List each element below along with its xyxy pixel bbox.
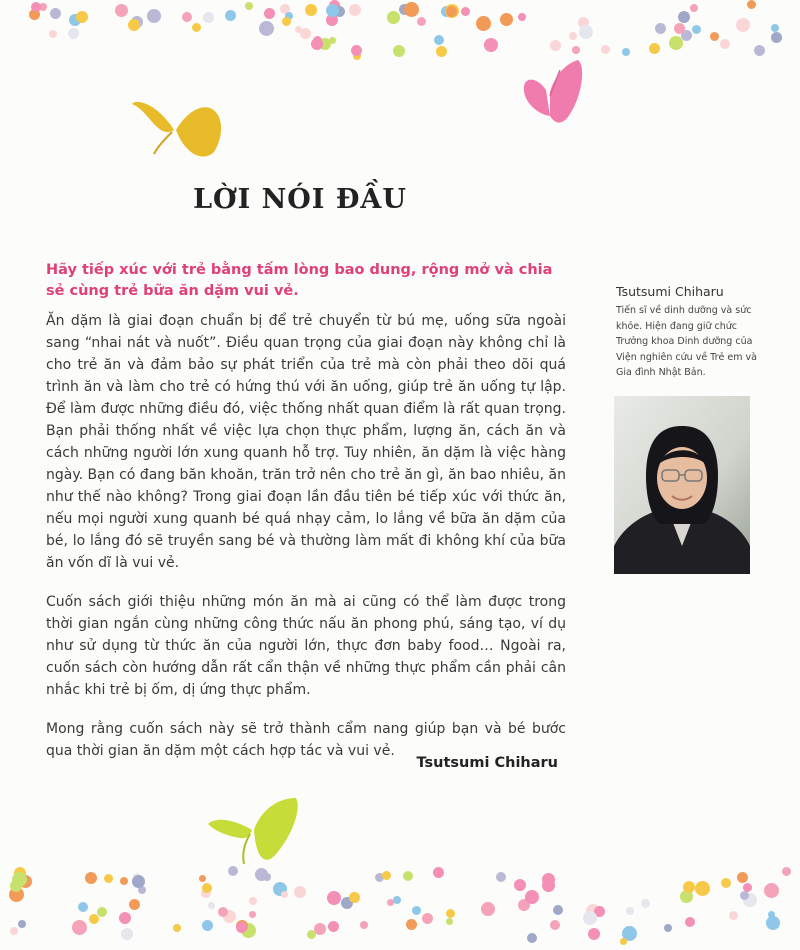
confetti-dot — [550, 40, 561, 51]
confetti-dot — [119, 912, 131, 924]
confetti-dot — [282, 17, 291, 26]
confetti-dot — [68, 28, 79, 39]
confetti-dot — [721, 878, 731, 888]
confetti-dot — [329, 37, 336, 44]
confetti-dot — [39, 3, 47, 11]
yellow-butterfly-icon — [128, 96, 228, 160]
confetti-dot — [241, 923, 256, 938]
confetti-dot — [199, 875, 206, 882]
confetti-dot — [89, 914, 99, 924]
confetti-dot — [680, 890, 693, 903]
confetti-dot — [572, 46, 580, 54]
confetti-dot — [129, 23, 136, 30]
confetti-dot — [649, 43, 660, 54]
confetti-dot — [138, 886, 146, 894]
confetti-dot — [183, 14, 191, 22]
confetti-dot — [307, 930, 316, 939]
confetti-dot — [578, 17, 589, 28]
confetti-dot — [446, 909, 455, 918]
confetti-dot — [496, 872, 506, 882]
confetti-dot — [300, 28, 311, 39]
confetti-dot — [736, 18, 750, 32]
confetti-dot — [461, 7, 470, 16]
confetti-dot — [264, 8, 275, 19]
confetti-dot — [115, 4, 128, 17]
confetti-dot — [747, 0, 756, 9]
confetti-dot — [9, 887, 24, 902]
confetti-dot — [768, 911, 775, 918]
signature: Tsutsumi Chiharu — [416, 755, 558, 771]
confetti-dot — [10, 927, 18, 935]
body-paragraph: Ăn dặm là giai đoạn chuẩn bị để trẻ chuyển từ bú mẹ, uống sữa ngoài sang “nhai nát và nuốt”. Điều quan trọng của giai đoạn này không chỉ là cho trẻ ăn và đảm bảo sự phát triển của trẻ mà còn phải theo dõi quá trình ăn và làm cho trẻ có hứng thú với ăn uống, giúp trẻ ăn uống tự lập. Để làm được những điều đó, việc thống nhất quan điểm là rất quan trọng. Bạn phải thống nhất về việc lựa chọn thực phẩm, lượng ăn, cách ăn và cách những người lớn xung quanh hỗ trợ. Tuy nhiên, ăn dặm là việc hàng ngày. Bạn có đang băn khoăn, trăn trở nên cho trẻ ăn gì, ăn bao nhiêu, ăn như thế nào không? Trong giai đoạn lần đầu tiên bé tiếp xúc với thức ăn, nếu mọi người xung quanh bé quá nhạy cảm, lo lắng về bữa ăn dặm của bé, lo lắng đó sẽ truyền sang bé và thường làm mất đi không khí của bữa ăn vốn dĩ là vui vẻ. — [46, 313, 566, 571]
confetti-dot — [120, 877, 128, 885]
confetti-dot — [481, 902, 495, 916]
confetti-dot — [133, 873, 141, 881]
confetti-dot — [692, 25, 701, 34]
confetti-dot — [326, 14, 338, 26]
confetti-dot — [319, 38, 331, 50]
confetti-dot — [412, 906, 421, 915]
confetti-dot — [121, 928, 133, 940]
confetti-dot — [382, 871, 391, 880]
confetti-dot — [202, 920, 213, 931]
confetti-dot — [569, 32, 577, 40]
confetti-dot — [78, 902, 88, 912]
confetti-dot — [294, 886, 306, 898]
confetti-dot — [18, 920, 26, 928]
author-description: Tiến sĩ về dinh dưỡng và sức khỏe. Hiện đang giữ chức Trưởng khoa Dinh dưỡng của Viện nghiên cứu về Trẻ em và Gia đình Nhật Bản. — [616, 305, 757, 378]
confetti-dot — [85, 872, 97, 884]
confetti-dot — [764, 883, 779, 898]
body-paragraph: Cuốn sách giới thiệu những món ăn mà ai cũng có thể làm được trong thời gian ngắn cùng những công thức nấu ăn phong phú, sáng tạo, ví dụ như sử dụng từ thức ăn của người lớn, thực đơn baby food… Ngoài ra, cuốn sách còn hướng dẫn rất cẩn thận về những thực phẩm cần phải cân nhắc khi trẻ bị ốm, dị ứng thực phẩm. — [46, 594, 566, 698]
confetti-dot — [327, 891, 341, 905]
confetti-dot — [720, 39, 730, 49]
confetti-dot — [31, 2, 41, 12]
body-text — [46, 310, 566, 779]
confetti-dot — [476, 16, 491, 31]
page-title: LỜI NÓI ĐẦU — [193, 184, 407, 215]
confetti-dot — [683, 881, 695, 893]
confetti-dot — [626, 907, 634, 915]
confetti-dot — [72, 920, 87, 935]
confetti-dot — [387, 899, 394, 906]
confetti-dot — [417, 17, 426, 26]
confetti-dot — [399, 4, 410, 15]
confetti-dot — [403, 871, 413, 881]
confetti-dot — [50, 8, 61, 19]
confetti-dot — [685, 917, 695, 927]
lead-paragraph: Hãy tiếp xúc với trẻ bằng tấm lòng bao dung, rộng mở và chia sẻ cùng trẻ bữa ăn dặm vui vẻ. — [46, 262, 553, 299]
confetti-dots-top — [0, 0, 800, 80]
confetti-dot — [29, 9, 40, 20]
confetti-dot — [349, 4, 361, 16]
confetti-dot — [445, 4, 459, 18]
confetti-dot — [128, 19, 140, 31]
confetti-dot — [19, 875, 32, 888]
confetti-dot — [754, 45, 765, 56]
confetti-dot — [351, 45, 362, 56]
confetti-dot — [404, 2, 419, 17]
confetti-dot — [305, 4, 317, 16]
confetti-dot — [97, 907, 107, 917]
confetti-dot — [586, 904, 600, 918]
confetti-dot — [690, 4, 698, 12]
confetti-dot — [313, 36, 322, 45]
confetti-dot — [393, 45, 405, 57]
confetti-dot — [182, 12, 192, 22]
confetti-dot — [202, 883, 212, 893]
confetti-dot — [674, 23, 685, 34]
confetti-dot — [737, 872, 748, 883]
confetti-dot — [525, 890, 539, 904]
confetti-dot — [295, 26, 302, 33]
confetti-dot — [710, 32, 719, 41]
confetti-dot — [249, 897, 257, 905]
confetti-dot — [311, 38, 323, 50]
confetti-dot — [203, 12, 214, 23]
confetti-dot — [500, 13, 513, 26]
confetti-dot — [208, 902, 215, 909]
confetti-dot — [12, 872, 27, 887]
confetti-dot — [441, 6, 452, 17]
author-name: Tsutsumi Chiharu — [616, 284, 724, 299]
confetti-dot — [104, 874, 113, 883]
confetti-dot — [518, 13, 526, 21]
confetti-dot — [236, 920, 248, 932]
confetti-dot — [601, 45, 610, 54]
confetti-dot — [527, 933, 537, 943]
confetti-dot — [664, 924, 672, 932]
confetti-dot — [550, 920, 560, 930]
confetti-dot — [201, 888, 211, 898]
confetti-dot — [131, 16, 143, 28]
confetti-dot — [484, 38, 498, 52]
confetti-dot — [69, 14, 81, 26]
confetti-dot — [588, 928, 600, 940]
confetti-dot — [14, 867, 26, 879]
pink-butterfly-icon — [520, 56, 586, 132]
confetti-dot — [147, 9, 161, 23]
confetti-dot — [422, 913, 433, 924]
confetti-dot — [622, 48, 630, 56]
confetti-dot — [49, 30, 57, 38]
confetti-dots-bottom — [0, 860, 800, 950]
confetti-dot — [218, 907, 228, 917]
confetti-dot — [273, 882, 287, 896]
confetti-dot — [594, 906, 605, 917]
confetti-dot — [583, 911, 597, 925]
confetti-dot — [173, 924, 181, 932]
confetti-dot — [434, 35, 444, 45]
confetti-dot — [514, 879, 526, 891]
confetti-dot — [641, 899, 650, 908]
confetti-dot — [620, 938, 627, 945]
confetti-dot — [328, 921, 339, 932]
confetti-dot — [285, 12, 293, 20]
confetti-dot — [729, 911, 738, 920]
confetti-dot — [542, 879, 555, 892]
confetti-dot — [132, 875, 145, 888]
green-butterfly-icon — [204, 794, 304, 868]
confetti-dot — [225, 10, 236, 21]
confetti-dot — [782, 867, 791, 876]
confetti-dot — [406, 919, 417, 930]
confetti-dot — [743, 893, 757, 907]
confetti-dot — [249, 911, 256, 918]
confetti-dot — [129, 899, 140, 910]
confetti-dot — [542, 873, 555, 886]
confetti-dot — [695, 881, 710, 896]
confetti-dot — [76, 11, 88, 23]
confetti-dot — [341, 897, 353, 909]
confetti-dot — [245, 2, 253, 10]
confetti-dot — [329, 0, 340, 11]
confetti-dot — [192, 23, 201, 32]
confetti-dot — [681, 30, 692, 41]
confetti-dot — [771, 32, 782, 43]
confetti-dot — [393, 896, 401, 904]
confetti-dot — [433, 867, 444, 878]
confetti-dot — [743, 883, 752, 892]
confetti-dot — [771, 24, 779, 32]
confetti-dot — [446, 918, 453, 925]
confetti-dot — [740, 891, 749, 900]
confetti-dot — [314, 923, 326, 935]
confetti-dot — [579, 25, 593, 39]
confetti-dot — [223, 910, 236, 923]
confetti-dot — [375, 873, 384, 882]
confetti-dot — [280, 4, 290, 14]
confetti-dot — [349, 892, 360, 903]
confetti-dot — [553, 905, 563, 915]
confetti-dot — [353, 52, 361, 60]
confetti-dot — [678, 11, 690, 23]
body-paragraph: Mong rằng cuốn sách này sẽ trở thành cẩm nang giúp bạn và bé bước qua thời gian ăn dặm một cách hợp tác và vui vẻ. — [46, 721, 566, 759]
confetti-dot — [518, 899, 530, 911]
confetti-dot — [360, 921, 368, 929]
confetti-dot — [255, 868, 268, 881]
confetti-dot — [436, 46, 447, 57]
confetti-dot — [326, 4, 339, 17]
confetti-dot — [387, 11, 400, 24]
author-photo — [614, 396, 750, 574]
confetti-dot — [655, 23, 666, 34]
confetti-dot — [334, 6, 345, 17]
confetti-dot — [446, 6, 457, 17]
confetti-dot — [669, 36, 683, 50]
confetti-dot — [622, 926, 637, 941]
confetti-dot — [281, 891, 288, 898]
confetti-dot — [259, 21, 274, 36]
confetti-dot — [766, 916, 780, 930]
confetti-dot — [263, 873, 271, 881]
confetti-dot — [10, 880, 22, 892]
confetti-dot — [236, 922, 247, 933]
